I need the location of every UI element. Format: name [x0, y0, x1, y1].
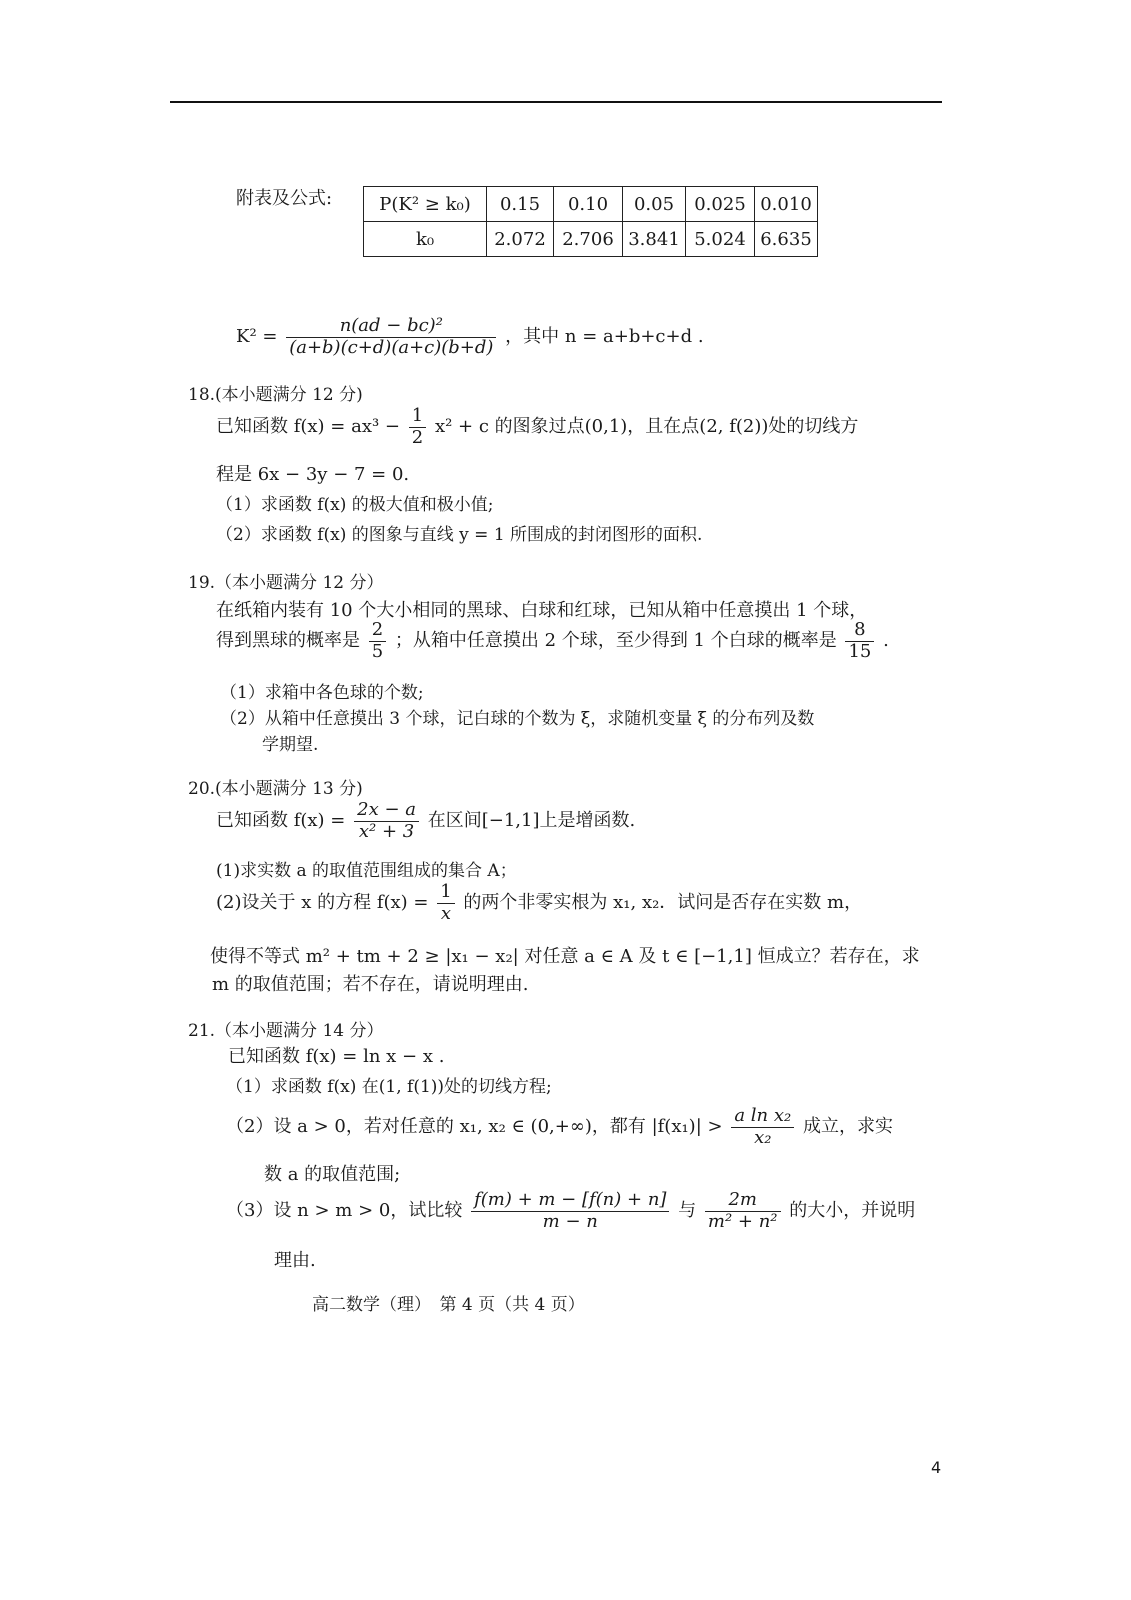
q19-text: . [883, 630, 889, 652]
frac-num: 2m [705, 1190, 781, 1212]
frac-den: 15 [848, 640, 872, 662]
q18-line1 [216, 406, 858, 448]
q19-prob-white [845, 620, 874, 662]
table-row [364, 222, 818, 257]
table-head-p: P(K² ≥ k₀) [364, 187, 487, 222]
table-cell: 2.072 [487, 222, 554, 257]
formula-numerator: n(ad − bc)² [286, 316, 496, 338]
table-cell: 0.025 [686, 187, 755, 222]
q21-part2c: 数 a 的取值范围; [264, 1164, 401, 1185]
frac-num: a ln x₂ [731, 1106, 794, 1128]
q21-compare-left [471, 1190, 669, 1232]
q21-text: （3）设 n > m > 0，试比较 [226, 1200, 463, 1222]
q18-half [409, 406, 426, 448]
frac-num: 8 [845, 620, 874, 642]
frac-den: x [440, 902, 452, 924]
frac-num: 1 [409, 406, 426, 428]
q19-text: 得到黑球的概率是 [216, 630, 360, 652]
formula-denominator: (a+b)(c+d)(a+c)(b+d) [289, 336, 494, 358]
table-cell: 5.024 [686, 222, 755, 257]
table-cell: 6.635 [755, 222, 818, 257]
table-cell: 0.05 [623, 187, 686, 222]
q20-part1: (1)求实数 a 的取值范围组成的集合 A； [216, 861, 517, 881]
formula-fraction [286, 316, 496, 358]
q21-part1: （1）求函数 f(x) 在(1, f(1))处的切线方程; [226, 1077, 552, 1097]
appendix-label: 附表及公式: [236, 188, 333, 209]
page-number: 4 [931, 1458, 942, 1477]
q21-header: 21.（本小题满分 14 分） [188, 1021, 384, 1041]
formula-tail: ，其中 n = a+b+c+d . [505, 326, 704, 348]
table-row [364, 187, 818, 222]
q21-text: 成立，求实 [802, 1116, 893, 1138]
q21-part3 [226, 1190, 915, 1232]
frac-den: m − n [542, 1210, 598, 1232]
table-cell: 3.841 [623, 222, 686, 257]
frac-num: 2x − a [354, 800, 419, 822]
table-cell: 0.15 [487, 187, 554, 222]
table-cell: 0.10 [554, 187, 623, 222]
q20-header: 20.(本小题满分 13 分) [188, 779, 363, 799]
q21-ratio [731, 1106, 794, 1148]
q20-line4: m 的取值范围；若不存在，请说明理由. [212, 974, 529, 995]
q18-header: 18.(本小题满分 12 分) [188, 385, 363, 405]
k2-formula [236, 316, 704, 358]
q19-part2b: 学期望. [262, 735, 319, 755]
q21-part2 [226, 1106, 893, 1148]
q21-compare-right [705, 1190, 781, 1232]
q19-header: 19.（本小题满分 12 分） [188, 573, 384, 593]
q20-part2 [216, 882, 862, 924]
formula-lhs: K² = [236, 326, 278, 348]
q21-part3d: 理由. [274, 1250, 316, 1271]
table-cell: 0.010 [755, 187, 818, 222]
q20-text: 在区间[−1,1]上是增函数. [427, 810, 636, 832]
q21-text: 的大小，并说明 [789, 1200, 916, 1222]
table-head-k: k₀ [364, 222, 487, 257]
frac-den: x₂ [754, 1126, 772, 1148]
q19-line2 [216, 620, 889, 662]
q19-part2a: （2）从箱中任意摸出 3 个球，记白球的个数为 ξ，求随机变量 ξ 的分布列及数 [220, 709, 815, 729]
q19-prob-black [369, 620, 386, 662]
frac-den: 2 [411, 426, 424, 448]
q19-text: ；从箱中任意摸出 2 个球，至少得到 1 个白球的概率是 [394, 630, 837, 652]
q20-line1 [216, 800, 635, 842]
q18-line2: 程是 6x − 3y − 7 = 0. [216, 464, 410, 485]
q21-line1: 已知函数 f(x) = ln x − x . [228, 1046, 445, 1067]
q20-reciprocal [437, 882, 454, 924]
q18-part2: （2）求函数 f(x) 的图象与直线 y = 1 所围成的封闭图形的面积. [216, 525, 703, 545]
q20-line3: 使得不等式 m² + tm + 2 ≥ |x₁ − x₂| 对任意 a ∈ A 及 t ∈ [−1,1] 恒成立？若存在，求 [210, 946, 920, 967]
q19-part1: （1）求箱中各色球的个数; [220, 683, 424, 703]
frac-den: m² + n² [707, 1210, 778, 1232]
q20-text: (2)设关于 x 的方程 f(x) = [216, 892, 429, 914]
q18-text: 已知函数 f(x) = ax³ − [216, 416, 401, 438]
q21-text: （2）设 a > 0，若对任意的 x₁, x₂ ∈ (0,+∞)，都有 |f(x₁)| > [226, 1116, 723, 1138]
frac-num: f(m) + m − [f(n) + n] [471, 1190, 669, 1212]
chi-square-table [363, 186, 818, 257]
frac-num: 1 [437, 882, 454, 904]
q19-line1: 在纸箱内装有 10 个大小相同的黑球、白球和红球，已知从箱中任意摸出 1 个球， [216, 600, 868, 621]
q18-text: x² + c 的图象过点(0,1)，且在点(2, f(2))处的切线方 [434, 416, 859, 438]
q21-text: 与 [678, 1200, 697, 1222]
frac-den: 5 [371, 640, 384, 662]
table-cell: 2.706 [554, 222, 623, 257]
q20-text: 已知函数 f(x) = [216, 810, 346, 832]
frac-den: x² + 3 [358, 820, 415, 842]
q18-part1: （1）求函数 f(x) 的极大值和极小值; [216, 495, 494, 515]
q20-function [354, 800, 419, 842]
q20-text: 的两个非零实根为 x₁, x₂．试问是否存在实数 m， [463, 892, 863, 914]
page-footer: 高二数学（理） 第 4 页（共 4 页） [312, 1295, 585, 1315]
frac-num: 2 [369, 620, 386, 642]
top-rule [170, 101, 942, 103]
